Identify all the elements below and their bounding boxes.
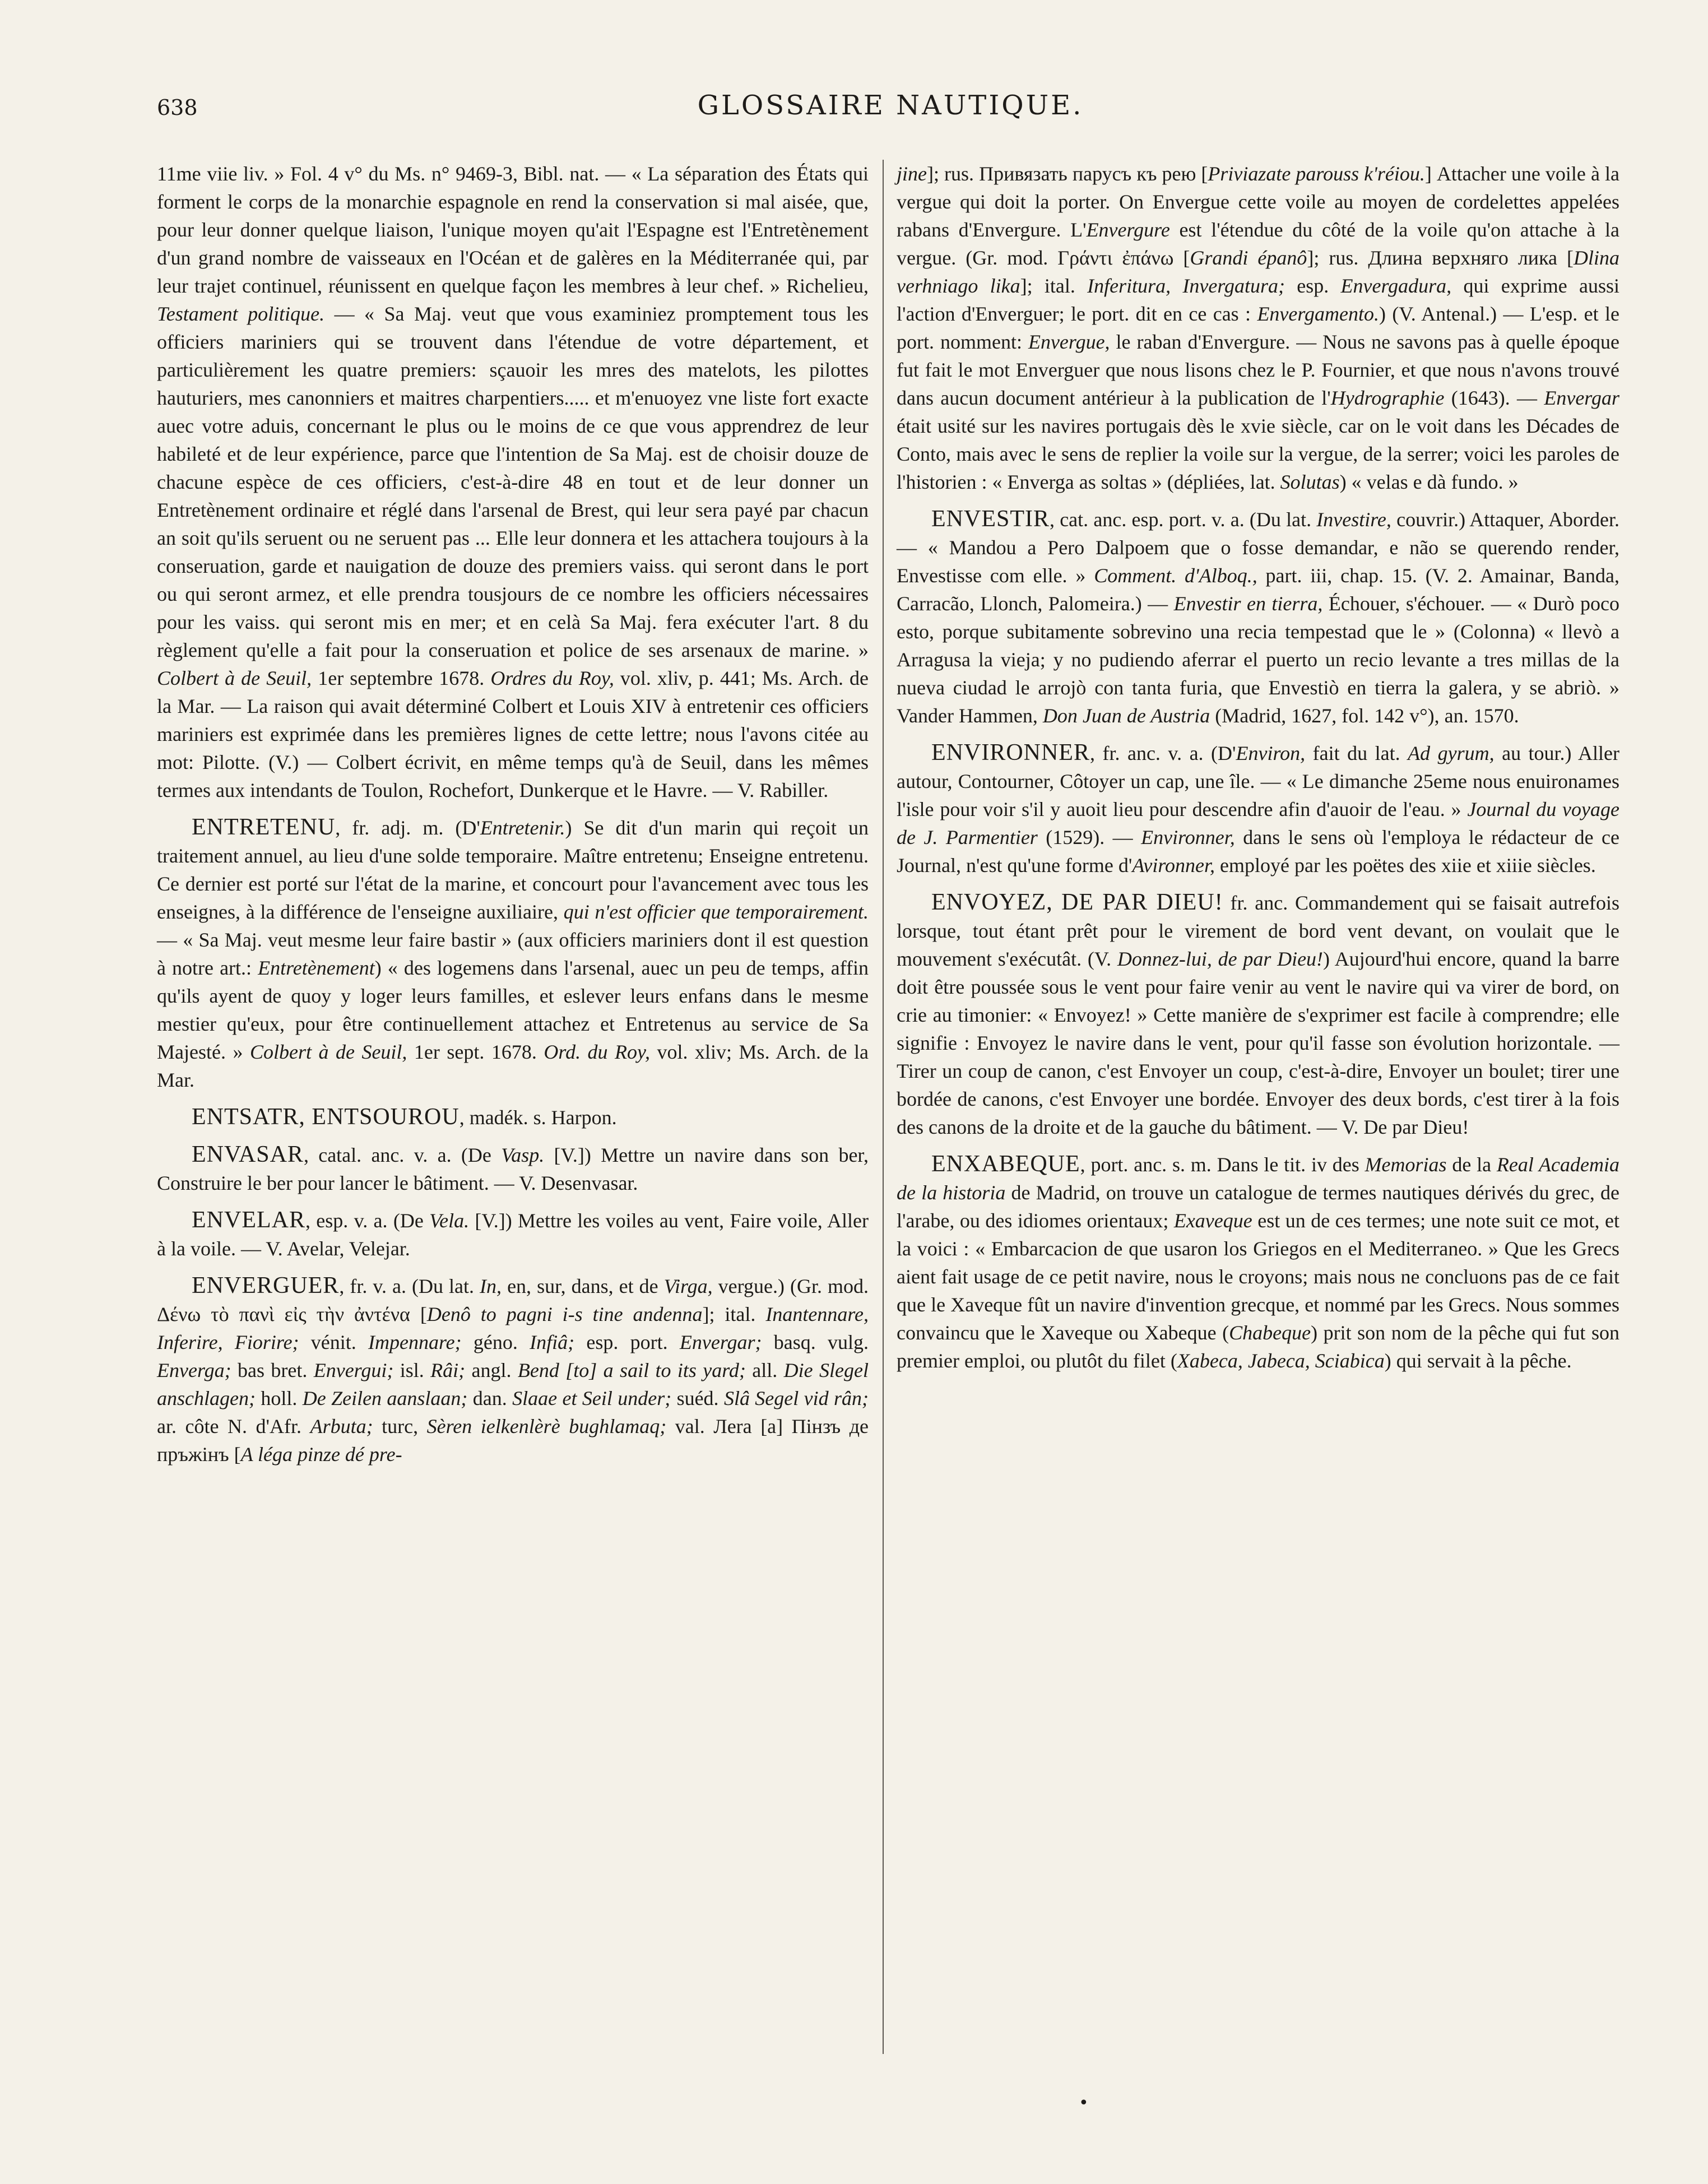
headword: ENVOYEZ, DE PAR DIEU! bbox=[931, 889, 1223, 915]
headword: ENVELAR bbox=[192, 1207, 305, 1233]
entry-envasar: ENVASAR, catal. anc. v. a. (De Vasp. [V.]) Mettre un navire dans son ber, Construire le ber pour lancer le bâtiment. — V. Desenvasar. bbox=[157, 1142, 869, 1194]
column-divider bbox=[883, 160, 884, 2054]
entry-enverguer-continued: jine]; rus. Привязать парусъ къ рею [Priviazate parouss k'réiou.] Attacher une voile à la vergue qui doit la porter. On Envergue cette voile au moyen de cordelettes appelées rabans d'Envergure. L'Envergure est l'étendue du côté de la voile qu'on attache à la vergue. (Gr. mod. Γράντι ἐπάνω [Grandi épanô]; rus. Длина верхняго лика [Dlina verhniago lika]; ital. Inferitura, Invergatura; esp. Envergadura, qui exprime aussi l'action d'Enverguer; le port. dit en ce cas : Envergamento.) (V. Antenal.) — L'esp. et le port. nomment: Envergue, le raban d'Envergure. — Nous ne savons pas à quelle époque fut fait le mot Enverguer que nous lisons chez le P. Fournier, et que nous n'avons trouvé dans aucun document antérieur à la publication de l'Hydrographie (1643). — Envergar était usité sur les navires portugais dès le xvie siècle, car on le voit dans les Décades de Conto, mais avec le sens de replier la voile sur la vergue, de la serrer; voici les paroles de l'historien : « Enverga as soltas » (dépliées, lat. Solutas) « velas e dà fundo. » bbox=[897, 163, 1619, 493]
headword: ENVESTIR bbox=[931, 506, 1050, 532]
entry-envelar: ENVELAR, esp. v. a. (De Vela. [V.]) Mettre les voiles au vent, Faire voile, Aller à la voile. — V. Avelar, Velejar. bbox=[157, 1207, 869, 1260]
footer-mark: • bbox=[1079, 2093, 1089, 2113]
headword: ENTSATR, ENTSOUROU bbox=[192, 1104, 460, 1130]
entry-entsatr: ENTSATR, ENTSOUROU, madék. s. Harpon. bbox=[192, 1104, 617, 1130]
entry-entretenu: ENTRETENU, fr. adj. m. (D'Entretenir.) Se dit d'un marin qui reçoit un traitement annuel, au lieu d'une solde temporaire. Maître entretenu; Enseigne entretenu. Ce dernier est porté sur l'état de la marine, et concourt pour l'avancement avec tous les enseignes, à la différence de l'enseigne auxiliaire, qui n'est officier que temporairement. — « Sa Maj. veut mesme leur faire bastir » (aux officiers mariniers dont il est question à notre art.: Entretènement) « des logemens dans l'arsenal, auec un peu de temps, affin qu'ils ayent de quoy y loger leurs familles, et eslever leurs enfans dans le mesme mestier qu'eux, pour être continuellement attachez et Entretenus au service de Sa Majesté. » Colbert à de Seuil, 1er sept. 1678. Ord. du Roy, vol. xliv; Ms. Arch. de la Mar. bbox=[157, 814, 869, 1091]
headword: ENTRETENU bbox=[192, 814, 336, 840]
left-column bbox=[157, 160, 869, 1477]
headword: ENVERGUER bbox=[192, 1273, 340, 1299]
headword: ENVIRONNER bbox=[931, 740, 1090, 766]
page-number: 638 bbox=[157, 95, 198, 120]
headword: ENXABEQUE bbox=[931, 1151, 1080, 1177]
entry-continuation: 11me viie liv. » Fol. 4 v° du Ms. n° 9469-3, Bibl. nat. — « La séparation des États qui forment le corps de la monarchie espagnole en rend la conservation si mal aisée, que, pour leur donner quelque liaison, l'unique moyen qu'ait l'Espagne est l'Entretènement d'un grand nombre de vaisseaux en l'Océan et de galères en la Méditerranée qui, par leur trajet continuel, réunissent en quelque façon les membres à leur chef. » Richelieu, Testament politique. — « Sa Maj. veut que vous examiniez promptement tous les officiers mariniers qui se trouvent dans l'étendue de votre département, et particulièrement les quatre premiers: sçauoir les mres des matelots, les pilottes hauturiers, mes canonniers et maitres charpentiers..... et m'enuoyez vne liste fort exacte auec votre aduis, concernant le plus ou le moins de ce que vous apprendrez de leur habileté et de leur expérience, parce que l'intention de Sa Maj. est de choisir douze de chacune espèce de ces officiers, c'est-à-dire 48 en tout et de leur donner un Entretènement ordinaire et réglé dans l'arsenal de Brest, qui leur sera payé par chacun an soit qu'ils seruent ou ne seruent pas ... Elle leur donnera et les attachera toujours à la conseruation, garde et nauigation de douze des premiers vaiss. qui seront dans le port ou qui seront armez, et elle prendra tousjours de ce nombre les officiers nécessaires pour les vaiss. qui seront mis en mer; et en celà Sa Maj. fera exécuter l'art. 8 du règlement qu'elle a fait pour la conseruation et police de ses arsenaux de marine. » Colbert à de Seuil, 1er septembre 1678. Ordres du Roy, vol. xliv, p. 441; Ms. Arch. de la Mar. — La raison qui avait déterminé Colbert et Louis XIV à entretenir ces officiers mariniers est exprimée dans les premières lignes de cette lettre; nous l'avons citée au mot: Pilotte. (V.) — Colbert écrivit, en même temps qu'à de Seuil, dans les mêmes termes aux intendants de Toulon, Rochefort, Dunkerque et le Havre. — V. Rabiller. bbox=[157, 163, 869, 801]
entry-environner: ENVIRONNER, fr. anc. v. a. (D'Environ, fait du lat. Ad gyrum, au tour.) Aller autour, Contourner, Côtoyer un cap, une île. — « Le dimanche 25eme nous enuironames l'isle pour voir s'il y auoit lieu pour descendre afin d'auoir de l'eau. » Journal du voyage de J. Parmentier (1529). — Environner, dans le sens où l'employa le rédacteur de ce Journal, n'est qu'une forme d'Avironner, employé par les poëtes des xiie et xiiie siècles. bbox=[897, 740, 1620, 877]
entry-envestir: ENVESTIR, cat. anc. esp. port. v. a. (Du lat. Investire, couvrir.) Attaquer, Aborder. — « Mandou a Pero Dalpoem que o fosse demandar, e não se querendo render, Envestisse com elle. » Comment. d'Alboq., part. iii, chap. 15. (V. 2. Amainar, Banda, Carracão, Llonch, Palomeira.) — Envestir en tierra, Échouer, s'échouer. — « Durò poco esto, porque subitamente sobrevino una recia tempestad que le » (Colonna) « llevò a Arragusa la vieja; y no pudiendo aferrar el puerto un recio levante a tres millas de la nueva ciudad le arrojò con tanta furia, que Envestiò en tierra la galera, y se abriò. » Vander Hammen, Don Juan de Austria (Madrid, 1627, fol. 142 v°), an. 1570. bbox=[897, 506, 1620, 727]
right-column bbox=[897, 160, 1619, 1384]
entry-envoyez: ENVOYEZ, DE PAR DIEU! fr. anc. Commandement qui se faisait autrefois lorsque, tout étant prêt pour le virement de bord vent devant, on voulait que le mouvement s'exécutât. (V. Donnez-lui, de par Dieu!) Aujourd'hui encore, quand la barre doit être poussée sous le vent pour faire venir au vent le navire qui va virer de bord, on crie au timonier: « Envoyez! » Cette manière de s'exprimer est facile à comprendre; elle signifie : Envoyez le navire dans le vent, pour qu'il fasse son évolution horizontale. — Tirer un coup de canon, c'est Envoyer un coup, c'est-à-dire, Envoyer un boulet; tirer une bordée de canons, c'est Envoyer une bordée. Envoyer des deux bords, c'est tirer à la fois des canons de la droite et de la gauche du bâtiment. — V. De par Dieu! bbox=[897, 889, 1619, 1138]
running-title: GLOSSAIRE NAUTIQUE. bbox=[697, 90, 1084, 121]
entry-enverguer: ENVERGUER, fr. v. a. (Du lat. In, en, sur, dans, et de Virga, vergue.) (Gr. mod. Δένω τὸ πανὶ εἰς τὴν ἀντένα [Denô to pagni i-s tine andenna]; ital. Inantennare, Inferire, Fiorire; vénit. Impennare; géno. Infiâ; esp. port. Envergar; basq. vulg. Enverga; bas bret. Envergui; isl. Râi; angl. Bend [to] a sail to its yard; all. Die Slegel anschlagen; holl. De Zeilen aanslaan; dan. Slaae et Seil under; suéd. Slâ Segel vid rân; ar. côte N. d'Afr. Arbuta; turc, Sèren ielkenlèrè bughlamaq; val. Лera [a] Пінзъ де пръжінъ [A léga pinze dé pre- bbox=[157, 1273, 869, 1466]
page-header bbox=[157, 90, 1624, 135]
entry-enxabeque: ENXABEQUE, port. anc. s. m. Dans le tit. iv des Memorias de la Real Academia de la historia de Madrid, on trouve un catalogue de termes nautiques dérivés du grec, de l'arabe, ou des idiomes orientaux; Exaveque est un de ces termes; une note suit ce mot, et la voici : « Embarcacion de que usaron los Griegos en el Mediterraneo. » Que les Grecs aient fait usage de ce petit navire, nous le croyons; mais nous ne concluons pas de ce fait que le Xaveque fût un navire d'invention grecque, et nommé par les Grecs. Nous sommes convaincu que le Xaveque ou Xabeque (Chabeque) prit son nom de la pêche qui fut son premier emploi, ou plutôt du filet (Xabeca, Jabeca, Sciabica) qui servait à la pêche. bbox=[897, 1151, 1619, 1372]
headword: ENVASAR bbox=[192, 1142, 304, 1167]
